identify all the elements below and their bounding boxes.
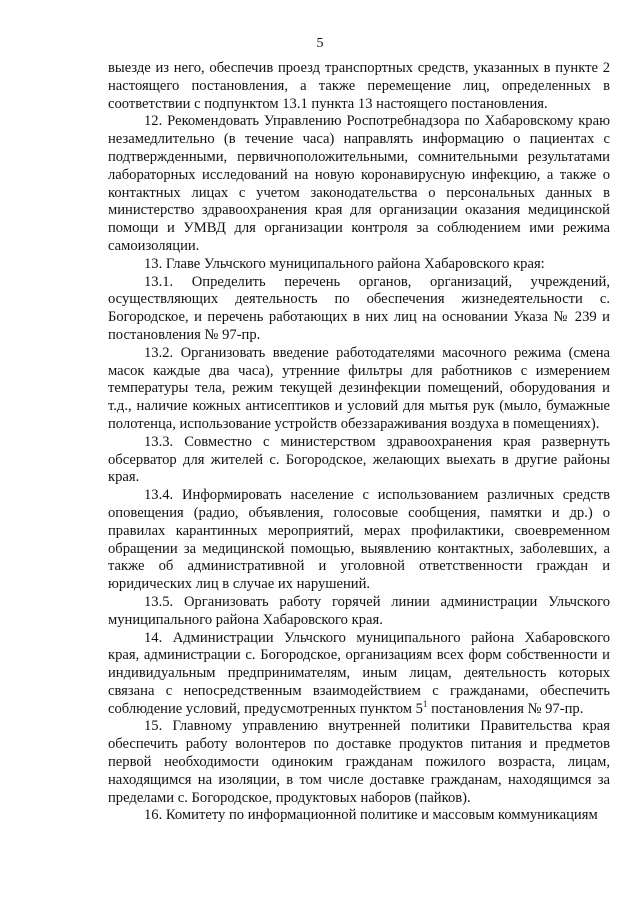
document-body	[108, 60, 610, 825]
paragraph-13-1: 13.1. Определить перечень органов, организаций, учреждений, осуществляющих деятельность по обеспечения жизнедеятельности с. Богородское, и перечень работающих в них лиц на основании Указа № 239 и постановления № 97-пр.	[108, 273, 610, 343]
paragraph-continuation: выезде из него, обеспечив проезд транспортных средств, указанных в пункте 2 настоящего постановления, а также перемещение лиц, определенных в соответствии с подпунктом 13.1 пункта 13 настоящего постановления.	[108, 60, 610, 112]
paragraph-13-3: 13.3. Совместно с министерством здравоохранения края развернуть обсерватор для жителей с. Богородское, желающих выехать в другие районы края.	[108, 433, 610, 486]
paragraph-13-2: 13.2. Организовать введение работодателями масочного режима (смена масок каждые два часа), утренние фильтры для работников с измерением температуры тела, режим текущей дезинфекции помещений, оборудования и т.д., наличие кожных антисептиков и условий для мытья рук (мыло, бумажные полотенца, использование устройств обеззараживания воздуха в помещениях).	[108, 344, 610, 432]
paragraph-13-4: 13.4. Информировать население с использованием различных средств оповещения (радио, объявления, голосовые сообщения, памятки и др.) о правилах карантинных мероприятий, мерах профилактики, своевременном обращении за медицинской помощью, выявлению контактных, заболевших, а также об административной и уголовной ответственности граждан и юридических лиц в случае их нарушений.	[108, 487, 610, 593]
paragraph-13: 13. Главе Ульчского муниципального района Хабаровского края:	[144, 255, 545, 272]
paragraph-12: 12. Рекомендовать Управлению Роспотребнадзора по Хабаровскому краю незамедлительно (в течение часа) направлять информацию о пациентах с подтвержденными, первичноположительными, сомнительными результатами лабораторных исследований на новую коронавирусную инфекцию, а также о контактных лицах с учетом законодательства о персональных данных в министерство здравоохранения края для организации оказания медицинской помощи и УМВД для организации контроля за соблюдением ими режима самоизоляции.	[108, 113, 610, 254]
paragraph-14-tail: постановления № 97-пр.	[427, 700, 584, 717]
paragraph-15: 15. Главному управлению внутренней политики Правительства края обеспечить работу волонтеров по доставке продуктов питания и предметов первой необходимости одиноким гражданам пожилого возраста, лицам, находящимся на изоляции, в том числе доставке гражданам, находящимся за пределами с. Богородское, продуктовых наборов (пайков).	[108, 718, 610, 806]
paragraph-16: 16. Комитету по информационной политике и массовым коммуникациям	[144, 807, 598, 824]
paragraph-14	[108, 630, 610, 719]
page-number: 5	[316, 36, 324, 51]
paragraph-14-text: 14. Администрации Ульчского муниципального района Хабаровского края, администрации с. Богородское, организациям всех форм собственности и индивидуальным предпринимателям, иным лицам, деятельность которых связана с непосредственным взаимодействием с гражданами, обеспечить соблюдение условий, предусмотренных пунктом 5	[108, 629, 610, 717]
superscript: 1	[422, 698, 428, 709]
paragraph-13-5: 13.5. Организовать работу горячей линии администрации Ульчского муниципального района Хабаровского края.	[108, 593, 610, 628]
